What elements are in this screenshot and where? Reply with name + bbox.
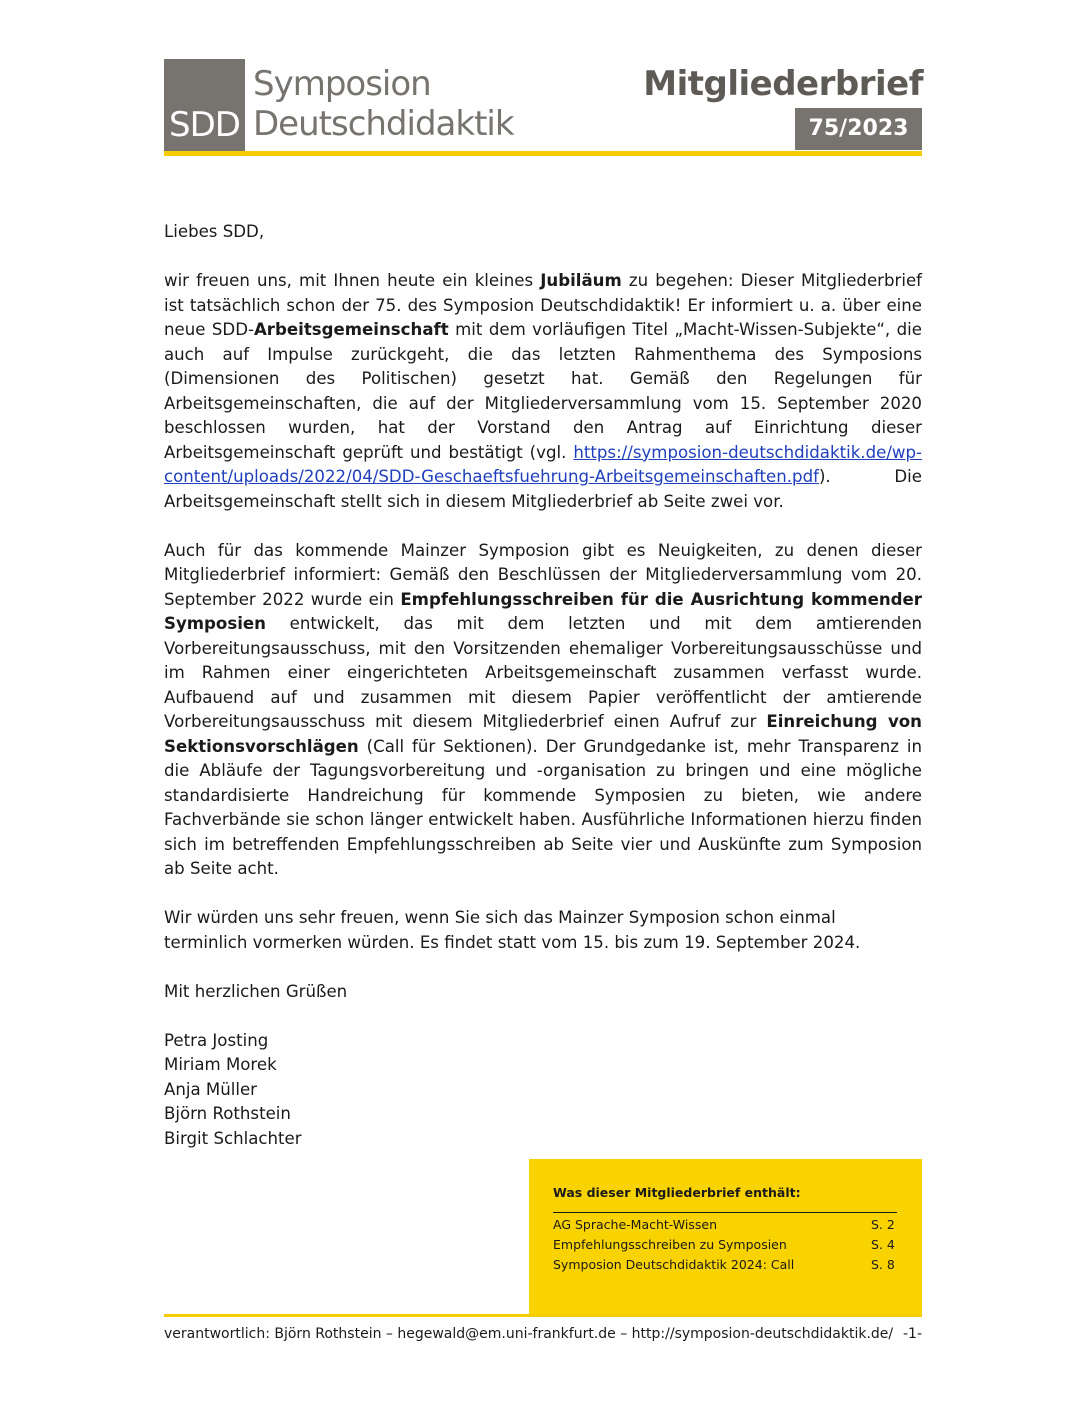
salutation: Liebes SDD,	[164, 222, 265, 241]
logo-abbreviation: SDD	[169, 105, 240, 145]
contents-item-page: S. 4	[871, 1237, 895, 1252]
letter-body	[164, 220, 922, 1151]
document-title: Mitgliederbrief	[643, 64, 923, 104]
contents-item	[553, 1255, 897, 1275]
signatory: Björn Rothstein	[164, 1104, 291, 1123]
footer	[164, 1326, 922, 1342]
contents-item-label: Symposion Deutschdidaktik 2024: Call	[553, 1257, 795, 1272]
p1-text-4: ). Die Arbeitsgemeinschaft stellt sich in diesem Mitgliederbrief ab Seite zwei vor.	[164, 467, 922, 511]
contents-item-label: Empfehlungsschreiben zu Symposien	[553, 1237, 787, 1252]
page-number: -1-	[902, 1326, 922, 1342]
contents-item-page: S. 8	[871, 1257, 895, 1272]
signatories	[164, 1029, 922, 1152]
signatory: Anja Müller	[164, 1079, 258, 1099]
paragraph-2	[164, 539, 922, 882]
issue-number-badge: 75/2023	[795, 108, 922, 150]
contents-divider	[553, 1212, 897, 1213]
logo-line-1: Symposion	[253, 64, 431, 104]
signatory: Miriam Morek	[164, 1055, 277, 1074]
signatory: Petra Josting	[164, 1030, 269, 1050]
p2-text-1: Auch für das kommende Mainzer Symposion gibt es Neuigkeiten, zu denen dieser Mitgliederbrief informiert: Gemäß den Beschlüssen der Mitgliederversammlung vom 20. September 2022 wurde ein	[164, 540, 922, 609]
contents-list	[553, 1215, 897, 1275]
regulations-pdf-link[interactable]: https://symposion-deutschdidaktik.de/wp-content/uploads/2022/04/SDD-Geschaeftsfuehrung-Arbeitsgemeinschaften.pdf	[164, 442, 922, 486]
logo-line-2: Deutschdidaktik	[253, 104, 514, 144]
contents-item-label: AG Sprache-Macht-Wissen	[553, 1217, 717, 1232]
p1-text-1: wir freuen uns, mit Ihnen heute ein kleines	[164, 271, 541, 290]
contents-box	[529, 1159, 922, 1315]
p2-bold-sektionsvorschlaege: Einreichung von Sektionsvorschlägen	[164, 712, 922, 756]
p2-bold-empfehlungsschreiben: Empfehlungsschreiben für die Ausrichtung kommender Symposien	[164, 589, 922, 633]
contents-item-page: S. 2	[871, 1217, 895, 1232]
p1-bold-arbeitsgemeinschaft: Arbeitsgemeinschaft	[253, 320, 449, 339]
p2-text-3: (Call für Sektionen). Der Grundgedanke ist, mehr Transparenz in die Abläufe der Tagungsvorbereitung und -organisation zu bringen und eine mögliche standardisierte Handreichung für kommende Symposien zu bieten, wie andere Fachverbände sie schon länger entwickelt haben. Ausführliche Informationen hierzu finden sich im betreffenden Empfehlungsschreiben ab Seite vier und Auskünfte zum Symposion ab Seite acht.	[164, 736, 922, 878]
paragraph-3: Wir würden uns sehr freuen, wenn Sie sich das Mainzer Symposion schon einmal terminlich vormerken würden. Es findet statt vom 15. bis zum 19. September 2024.	[164, 908, 861, 952]
logo-mark	[164, 59, 245, 151]
signatory: Birgit Schlachter	[164, 1128, 302, 1148]
p1-text-2: zu begehen: Dieser Mitgliederbrief ist tatsächlich schon der 75. des Symposion Deutschdidaktik! Er informiert u. a. über eine neue SDD-	[164, 271, 922, 339]
footer-divider	[164, 1314, 922, 1317]
contents-heading: Was dieser Mitgliederbrief enthält:	[553, 1185, 801, 1200]
logo-wordmark	[253, 64, 514, 144]
paragraph-1	[164, 269, 922, 514]
footer-text: verantwortlich: Björn Rothstein – hegewald@em.uni-frankfurt.de – http://symposion-deutschdidaktik.de/	[164, 1326, 894, 1342]
contents-item	[553, 1235, 897, 1255]
p1-text-3: mit dem vorläufigen Titel „Macht-Wissen-Subjekte“, die auch auf Impulse zurückgeht, die das letzten Rahmenthema des Symposions (Dimensionen des Politischen) gesetzt hat. Gemäß den Regelungen für Arbeitsgemeinschaften, die auf der Mitgliederversammlung vom 15. September 2020 beschlossen wurden, hat der Vorstand den Antrag auf Einrichtung dieser Arbeitsgemeinschaft geprüft und bestätigt (vgl.	[164, 320, 922, 462]
contents-item	[553, 1215, 897, 1235]
p1-bold-jubilaeum: Jubiläum	[540, 271, 622, 290]
header-divider	[164, 151, 922, 156]
closing: Mit herzlichen Grüßen	[164, 981, 348, 1001]
p2-text-2: entwickelt, das mit dem letzten und mit dem amtierenden Vorbereitungsausschuss, mit den Vorsitzenden ehemaliger Vorbereitungsausschüsse und im Rahmen einer eingerichteten Arbeitsgemeinschaft zusammen verfasst wurde. Aufbauend auf und zusammen mit diesem Papier veröffentlicht der amtierende Vorbereitungsausschuss mit diesem Mitgliederbrief einen Aufruf zur	[164, 614, 922, 731]
